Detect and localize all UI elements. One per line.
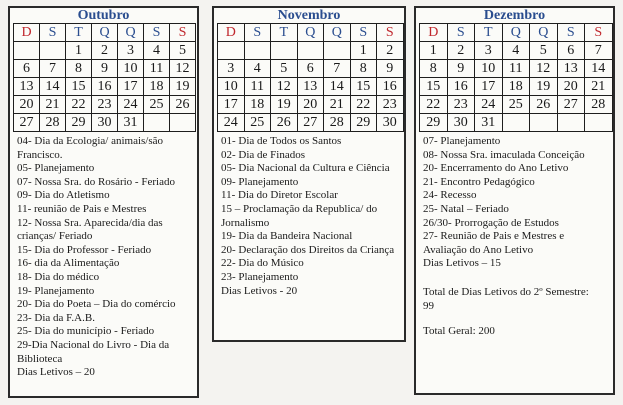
weekday-header: D (218, 24, 245, 42)
day-cell: 14 (585, 60, 613, 78)
day-cell: 15 (350, 78, 377, 96)
day-cell: 29 (420, 114, 448, 132)
day-cell: 11 (244, 78, 271, 96)
day-cell (170, 114, 196, 132)
day-cell: 2 (92, 42, 118, 60)
day-cell: 9 (447, 60, 475, 78)
week-row (14, 96, 196, 114)
grand-total: Total Geral: 200 (423, 325, 495, 338)
weekday-header: T (271, 24, 298, 42)
event-item: 15 – Proclamação da Republica/ do Jornalismo (221, 202, 378, 229)
month-grid (419, 23, 613, 132)
day-cell: 11 (144, 60, 170, 78)
event-item: 19- Planejamento (17, 284, 95, 297)
day-cell: 30 (377, 114, 404, 132)
event-item: 25- Natal – Feriado (423, 202, 509, 215)
weekday-header: Q (118, 24, 144, 42)
weekday-header: S (585, 24, 613, 42)
day-cell: 22 (420, 96, 448, 114)
weekday-header: Q (530, 24, 558, 42)
week-row (14, 42, 196, 60)
day-cell: 4 (502, 42, 530, 60)
day-cell: 23 (447, 96, 475, 114)
weekday-header: S (40, 24, 66, 42)
day-cell: 16 (377, 78, 404, 96)
calendar-november (212, 6, 406, 342)
event-item: 02- Dia de Finados (221, 148, 306, 161)
day-cell: 15 (420, 78, 448, 96)
day-cell: 5 (170, 42, 196, 60)
day-cell: 21 (40, 96, 66, 114)
day-cell (14, 42, 40, 60)
month-title: Outubro (77, 8, 130, 23)
semester-total-label: Total de Dias Letivos do 2º Semestre: (423, 285, 589, 298)
day-cell: 11 (502, 60, 530, 78)
event-item: Dias Letivos - 20 (221, 284, 298, 297)
day-cell (502, 114, 530, 132)
calendar-december (414, 6, 615, 395)
day-cell: 27 (297, 114, 324, 132)
day-cell: 19 (170, 78, 196, 96)
week-row (420, 60, 613, 78)
day-cell: 3 (218, 60, 245, 78)
event-item: 19- Dia da Bandeira Nacional (221, 230, 353, 243)
day-cell: 21 (585, 78, 613, 96)
event-item: 25- Dia do município - Feriado (17, 325, 155, 338)
day-cell: 31 (475, 114, 503, 132)
day-cell: 7 (585, 42, 613, 60)
week-row (14, 60, 196, 78)
day-cell: 7 (40, 60, 66, 78)
day-cell: 28 (40, 114, 66, 132)
week-row (420, 78, 613, 96)
day-cell: 29 (66, 114, 92, 132)
weekday-header: Q (324, 24, 351, 42)
event-item: 16- dia da Alimentação (17, 257, 120, 270)
day-cell: 8 (350, 60, 377, 78)
weekday-header: S (447, 24, 475, 42)
month-title: Novembro (277, 8, 341, 23)
day-cell: 1 (66, 42, 92, 60)
day-cell: 14 (324, 78, 351, 96)
day-cell: 19 (530, 78, 558, 96)
day-cell: 12 (271, 78, 298, 96)
event-list (17, 135, 193, 380)
event-item: 11- reunião de Pais e Mestres (17, 202, 147, 215)
day-cell: 6 (14, 60, 40, 78)
semester-total-value: 99 (423, 299, 434, 312)
weekday-header: Q (92, 24, 118, 42)
day-cell: 21 (324, 96, 351, 114)
day-cell: 22 (350, 96, 377, 114)
event-item: 29-Dia Nacional do Livro - Dia da Biblioteca (17, 338, 170, 365)
event-item: 20- Declaração dos Direitos da Criança (221, 243, 395, 256)
month-grid (13, 23, 196, 132)
event-item: Dias Letivos – 15 (423, 257, 501, 270)
day-cell: 3 (475, 42, 503, 60)
weekday-header: S (170, 24, 196, 42)
week-row (218, 42, 404, 60)
weekday-header: S (350, 24, 377, 42)
day-cell: 20 (297, 96, 324, 114)
day-cell: 28 (324, 114, 351, 132)
day-cell: 2 (377, 42, 404, 60)
day-cell: 27 (14, 114, 40, 132)
week-row (420, 114, 613, 132)
day-cell: 12 (170, 60, 196, 78)
event-item: 18- Dia do médico (17, 270, 100, 283)
day-cell: 15 (66, 78, 92, 96)
calendar-october (8, 6, 199, 398)
weekday-header: D (420, 24, 448, 42)
week-row (14, 78, 196, 96)
event-item: 05- Planejamento (17, 162, 95, 175)
weekday-header: Q (297, 24, 324, 42)
event-item: 22- Dia do Músico (221, 257, 304, 270)
day-cell (271, 42, 298, 60)
event-item: 07- Nossa Sra. do Rosário - Feriado (17, 175, 175, 188)
day-cell: 26 (530, 96, 558, 114)
event-item: 21- Encontro Pedagógico (423, 175, 535, 188)
day-cell: 6 (557, 42, 585, 60)
event-item: 15- Dia do Professor - Feriado (17, 243, 152, 256)
day-cell: 16 (447, 78, 475, 96)
day-cell (144, 114, 170, 132)
day-cell: 30 (447, 114, 475, 132)
event-item: 12- Nossa Sra. Aparecida/dia das crianças/ Feriado (17, 216, 163, 243)
day-cell: 18 (502, 78, 530, 96)
weekday-header: S (244, 24, 271, 42)
day-cell (557, 114, 585, 132)
day-cell: 17 (475, 78, 503, 96)
day-cell: 9 (92, 60, 118, 78)
day-cell: 5 (271, 60, 298, 78)
event-item: 24- Recesso (423, 189, 477, 202)
day-cell: 25 (244, 114, 271, 132)
day-cell: 13 (297, 78, 324, 96)
day-cell (244, 42, 271, 60)
day-cell: 30 (92, 114, 118, 132)
day-cell: 16 (92, 78, 118, 96)
day-cell: 19 (271, 96, 298, 114)
day-cell: 6 (297, 60, 324, 78)
event-item: 09- Planejamento (221, 175, 299, 188)
day-cell: 13 (557, 60, 585, 78)
day-cell: 24 (475, 96, 503, 114)
day-cell: 22 (66, 96, 92, 114)
day-cell: 4 (144, 42, 170, 60)
event-item: 04- Dia da Ecologia/ animais/são Francisco. (17, 135, 164, 161)
event-item: 07- Planejamento (423, 135, 501, 147)
week-row (218, 60, 404, 78)
day-cell: 1 (350, 42, 377, 60)
day-cell: 25 (502, 96, 530, 114)
day-cell: 8 (420, 60, 448, 78)
event-item: 20- Dia do Poeta – Dia do comércio (17, 298, 176, 311)
event-item: 23- Dia da F.A.B. (17, 311, 95, 324)
event-list (423, 135, 609, 271)
event-item: 26/30- Prorrogação de Estudos (423, 216, 559, 229)
week-row (218, 114, 404, 132)
weekday-header: T (66, 24, 92, 42)
weekday-header-row (218, 24, 404, 42)
weekday-header: S (144, 24, 170, 42)
event-item: Dias Letivos – 20 (17, 366, 95, 379)
day-cell: 18 (244, 96, 271, 114)
day-cell: 20 (557, 78, 585, 96)
event-item: 23- Planejamento (221, 270, 299, 283)
day-cell: 29 (350, 114, 377, 132)
day-cell: 20 (14, 96, 40, 114)
weekday-header: D (14, 24, 40, 42)
event-list (221, 135, 400, 298)
month-title: Dezembro (483, 8, 546, 23)
weekday-header: Q (502, 24, 530, 42)
month-grid (217, 23, 404, 132)
week-row (14, 114, 196, 132)
day-cell: 1 (420, 42, 448, 60)
weekday-header-row (420, 24, 613, 42)
day-cell: 24 (118, 96, 144, 114)
day-cell (324, 42, 351, 60)
day-cell (530, 114, 558, 132)
day-cell: 12 (530, 60, 558, 78)
day-cell: 2 (447, 42, 475, 60)
day-cell: 17 (118, 78, 144, 96)
event-item: 05- Dia Nacional da Cultura e Ciência (221, 162, 390, 175)
day-cell: 26 (271, 114, 298, 132)
event-item: 20- Encerramento do Ano Letivo (423, 162, 569, 175)
day-cell: 4 (244, 60, 271, 78)
day-cell (585, 114, 613, 132)
day-cell: 27 (557, 96, 585, 114)
day-cell: 9 (377, 60, 404, 78)
week-row (218, 78, 404, 96)
weekday-header: T (475, 24, 503, 42)
event-item: 09- Dia do Atletismo (17, 189, 110, 202)
event-item: 11- Dia do Diretor Escolar (221, 189, 338, 202)
day-cell: 5 (530, 42, 558, 60)
day-cell (40, 42, 66, 60)
event-item: 08- Nossa Sra. imaculada Conceição (423, 148, 585, 161)
day-cell (218, 42, 245, 60)
day-cell: 3 (118, 42, 144, 60)
day-cell: 14 (40, 78, 66, 96)
day-cell: 28 (585, 96, 613, 114)
weekday-header-row (14, 24, 196, 42)
week-row (420, 96, 613, 114)
semester-summary (423, 274, 609, 339)
day-cell: 8 (66, 60, 92, 78)
day-cell: 25 (144, 96, 170, 114)
day-cell: 7 (324, 60, 351, 78)
day-cell: 13 (14, 78, 40, 96)
event-item: 01- Dia de Todos os Santos (221, 135, 342, 147)
weekday-header: S (377, 24, 404, 42)
week-row (420, 42, 613, 60)
day-cell: 18 (144, 78, 170, 96)
day-cell: 23 (92, 96, 118, 114)
day-cell: 31 (118, 114, 144, 132)
day-cell: 17 (218, 96, 245, 114)
week-row (218, 96, 404, 114)
day-cell: 10 (218, 78, 245, 96)
day-cell: 10 (475, 60, 503, 78)
day-cell: 10 (118, 60, 144, 78)
day-cell: 24 (218, 114, 245, 132)
day-cell: 26 (170, 96, 196, 114)
day-cell (297, 42, 324, 60)
weekday-header: S (557, 24, 585, 42)
event-item: 27- Reunião de Pais e Mestres e Avaliação do Ano Letivo (423, 230, 565, 256)
day-cell: 23 (377, 96, 404, 114)
